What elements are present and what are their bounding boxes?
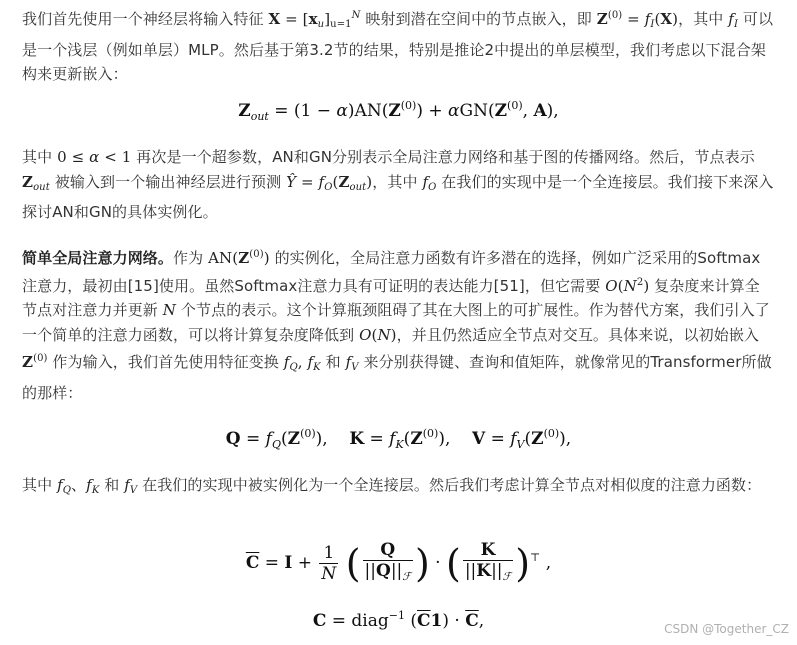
text-run: 被输入到一个输出神经层进行预测 xyxy=(54,172,282,191)
text-run: 在我们的实现中是一个全连接层。我们接下来深入探讨AN和GN的具体实例化。 xyxy=(22,172,774,221)
math-inline: $f_V$ xyxy=(345,353,359,373)
text-run: 再次是一个超参数，AN和GN分别表示全局注意力网络和基于图的传播网络。然后，节点表示 xyxy=(136,148,755,166)
math-inline: $f_V$ xyxy=(124,476,138,496)
math-inline: 0 ≤ α < 1 xyxy=(57,148,132,166)
text-run: 和 xyxy=(325,353,341,371)
text-run: 来分别获得键、查询和值矩阵，就像常见的Transformer所做的那样： xyxy=(22,353,772,402)
math-inline: Ŷ = $f_O(Z_{out})$ xyxy=(286,172,373,193)
equation-qkv: $Q = f_Q(Z^{(0)})$, $K = f_K(Z^{(0)})$, $V = f_V(Z^{(0)})$, xyxy=(225,427,572,451)
text-run: ，其中 xyxy=(678,10,724,28)
equation-hybrid-architecture: $Z_{out} = (1 - \alpha)AN(Z^{(0)}) + \alpha GN(Z^{(0)}$, A), xyxy=(238,99,559,123)
paragraph-intro xyxy=(22,4,774,87)
text-run: 和 xyxy=(104,476,120,494)
math-inline: $Z^{(0)} = f_I(X)$ xyxy=(596,10,679,30)
math-inline: O(N) xyxy=(359,325,397,344)
section-lead-heading: 简单全局注意力网络。 xyxy=(22,249,174,267)
text-run: 其中 xyxy=(22,148,53,166)
text-run: ，其中 xyxy=(372,172,418,191)
text-run: ，并且仍然适应全节点对交互。具体来说，以初始嵌入 xyxy=(396,325,760,344)
text-run: 复杂度来计算全节点对注意力并更新 xyxy=(22,276,760,319)
text-run: 作为 xyxy=(173,249,204,267)
text-run: 在我们的实现中被实例化为一个全连接层。然后我们考虑计算全节点对相似度的注意力函数： xyxy=(142,476,762,494)
equation-attention-c: C = diag$^{-1}$ $(\overline{C}1) \cdot \overline{C}$, xyxy=(312,609,485,631)
math-inline: $X = [x_u]_{u=1}^N$ xyxy=(268,10,361,30)
math-inline: $f_I$ xyxy=(728,10,738,30)
text-run: 作为输入，我们首先使用特征变换 xyxy=(52,353,279,371)
text-run: 可以是一个浅层（例如单层）MLP。然后基于第3.2节的结果，特别是推论2中提出的单层模型，我们考虑以下混合架构来更新嵌入： xyxy=(22,10,774,83)
math-inline: $Z^{(0)}$ xyxy=(22,353,48,371)
paragraph-attention-function xyxy=(22,473,774,504)
paragraph-global-attention xyxy=(22,243,774,405)
math-inline: N xyxy=(162,301,177,319)
text-run: 我们首先使用一个神经层将输入特征 xyxy=(22,10,264,28)
math-inline: $Z_{out}$ xyxy=(22,172,50,193)
text-run: 个节点的表示。这个计算瓶颈阻碍了其在大图上的可扩展性。作为替代方案，我们引入了一个简单的注意力函数，可以将计算复杂度降低到 xyxy=(22,301,770,344)
math-inline: $f_Q$, $f_K$ xyxy=(283,353,321,373)
text-run: 映射到潜在空间中的节点嵌入，即 xyxy=(365,10,592,28)
math-inline: $AN(Z^{(0)})$ xyxy=(208,249,270,267)
equation-attention-c-bar: $\overline{C} = I$ + $\frac{1}{N}$ ( $\frac{Q}{||Q||_ℱ}$ ) · ( $\frac{K}{||K||_ℱ}$ )⊤ , xyxy=(245,540,552,586)
text-run: 的实例化，全局注意力函数有许多潜在的选择，例如广泛采用的Softmax注意力，最初由[15]使用。虽然Softmax注意力具有可证明的表达能力[51]，但它需要 xyxy=(22,249,761,295)
watermark: CSDN @Together_CZ xyxy=(664,622,789,636)
math-inline: $O(N^2)$ xyxy=(605,276,650,295)
paragraph-hyperparameter xyxy=(22,145,774,225)
math-inline: $f_Q$、$f_K$ xyxy=(57,476,100,496)
math-inline: $f_O$ xyxy=(422,172,437,193)
text-run: 其中 xyxy=(22,476,53,494)
